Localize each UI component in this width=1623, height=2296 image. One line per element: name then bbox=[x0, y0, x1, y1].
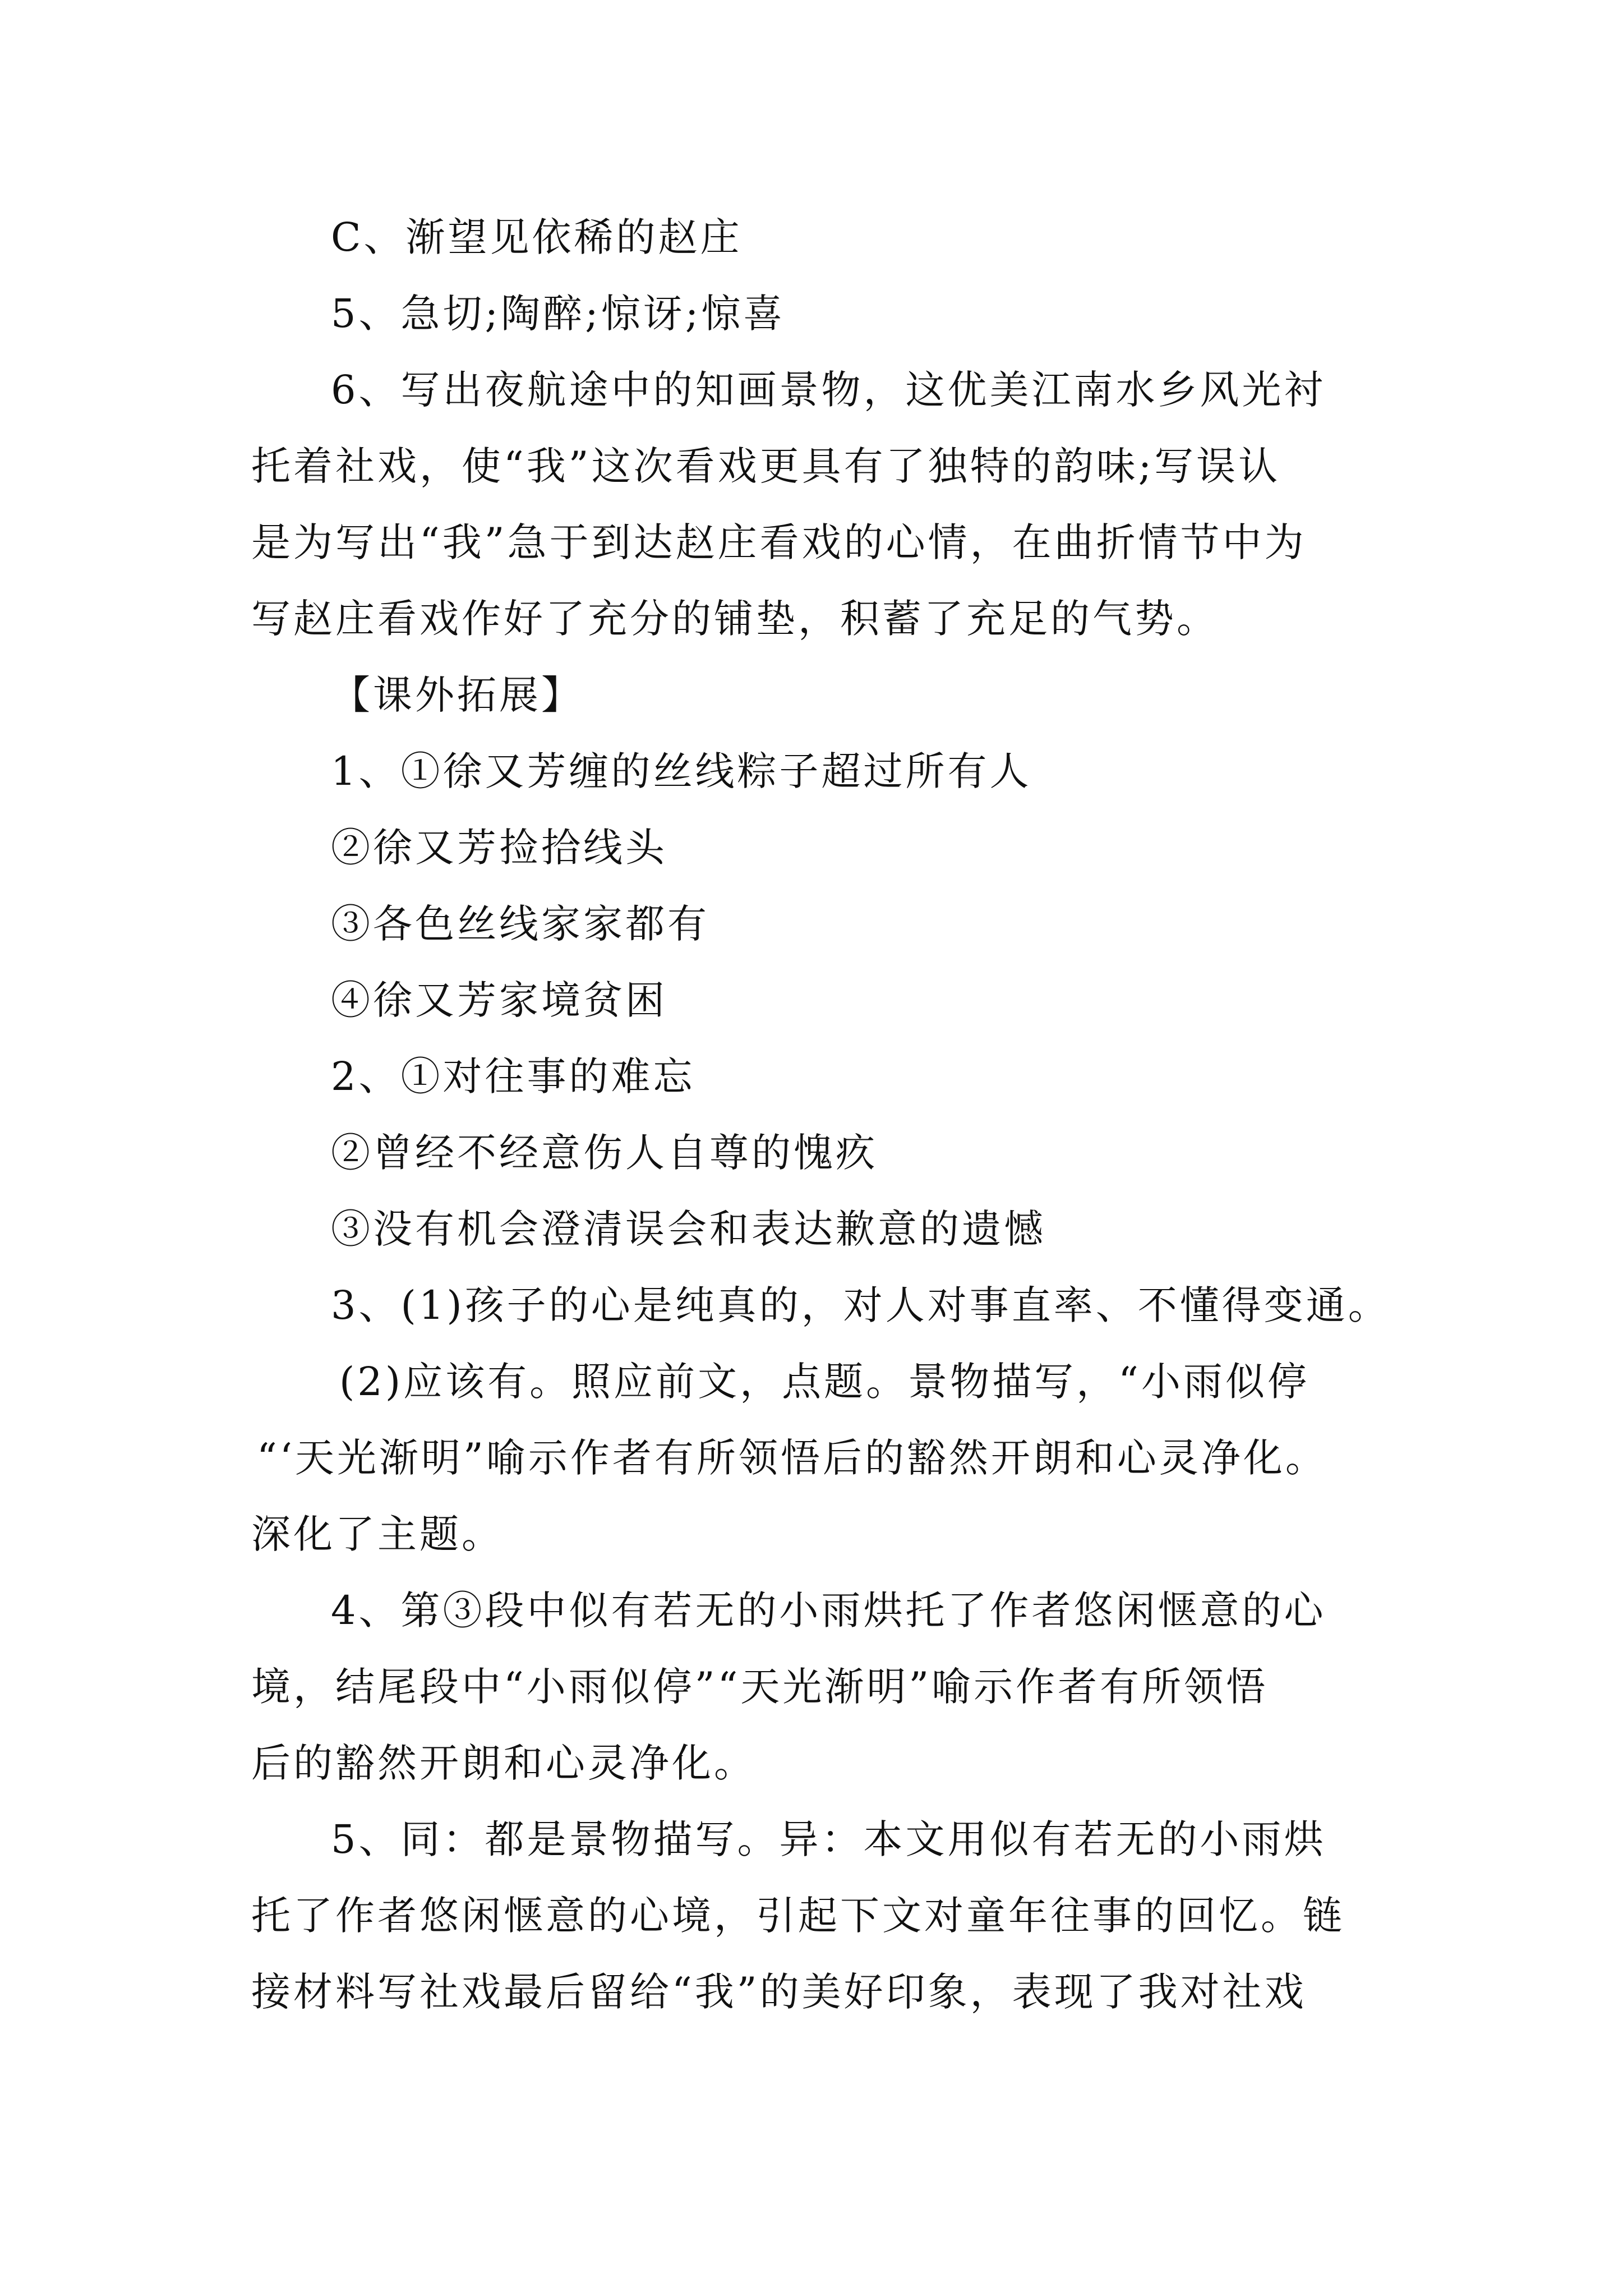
text-line: 境，结尾段中“小雨似停”“天光渐明”喻示作者有所领悟 bbox=[251, 1664, 1269, 1710]
text-line: 4、第③段中似有若无的小雨烘托了作者悠闲惬意的心 bbox=[331, 1588, 1326, 1634]
text-line: ③没有机会澄清误会和表达歉意的遗憾 bbox=[331, 1206, 1046, 1252]
text-line: 2、①对往事的难忘 bbox=[331, 1053, 695, 1099]
text-line: 后的豁然开朗和心灵净化。 bbox=[251, 1740, 756, 1786]
text-line: ④徐又芳家境贫困 bbox=[331, 977, 667, 1023]
text-line: ③各色丝线家家都有 bbox=[331, 901, 709, 947]
text-line: 写赵庄看戏作好了充分的铺垫，积蓄了充足的气势。 bbox=[251, 596, 1219, 642]
text-line: 深化了主题。 bbox=[251, 1511, 504, 1557]
text-line: 托了作者悠闲惬意的心境，引起下文对童年往事的回忆。链 bbox=[251, 1893, 1345, 1939]
text-line: C、渐望见依稀的赵庄 bbox=[331, 214, 743, 260]
text-line: 1、①徐又芳缠的丝线粽子超过所有人 bbox=[331, 748, 1032, 794]
section-heading: 【课外拓展】 bbox=[331, 672, 583, 718]
text-line: 5、急切;陶醉;惊讶;惊喜 bbox=[331, 291, 786, 337]
text-line: “‘天光渐明”喻示作者有所领悟后的豁然开朗和心灵净化。 bbox=[257, 1435, 1327, 1481]
text-line: 接材料写社戏最后留给“我”的美好印象，表现了我对社戏 bbox=[251, 1969, 1307, 2015]
text-line: 托着社戏，使“我”这次看戏更具有了独特的韵味;写误认 bbox=[251, 443, 1281, 489]
text-line: (2)应该有。照应前文，点题。景物描写，“小雨似停 bbox=[339, 1359, 1310, 1405]
text-line: ②徐又芳捡拾线头 bbox=[331, 825, 667, 871]
text-line: ②曾经不经意伤人自尊的愧疚 bbox=[331, 1130, 878, 1176]
text-line: 5、同：都是景物描写。异：本文用似有若无的小雨烘 bbox=[331, 1816, 1326, 1862]
text-line: 是为写出“我”急于到达赵庄看戏的心情，在曲折情节中为 bbox=[251, 519, 1307, 565]
text-line: 3、(1)孩子的心是纯真的，对人对事直率、不懂得变通。 bbox=[331, 1282, 1390, 1328]
text-line: 6、写出夜航途中的知画景物，这优美江南水乡风光衬 bbox=[331, 367, 1326, 413]
